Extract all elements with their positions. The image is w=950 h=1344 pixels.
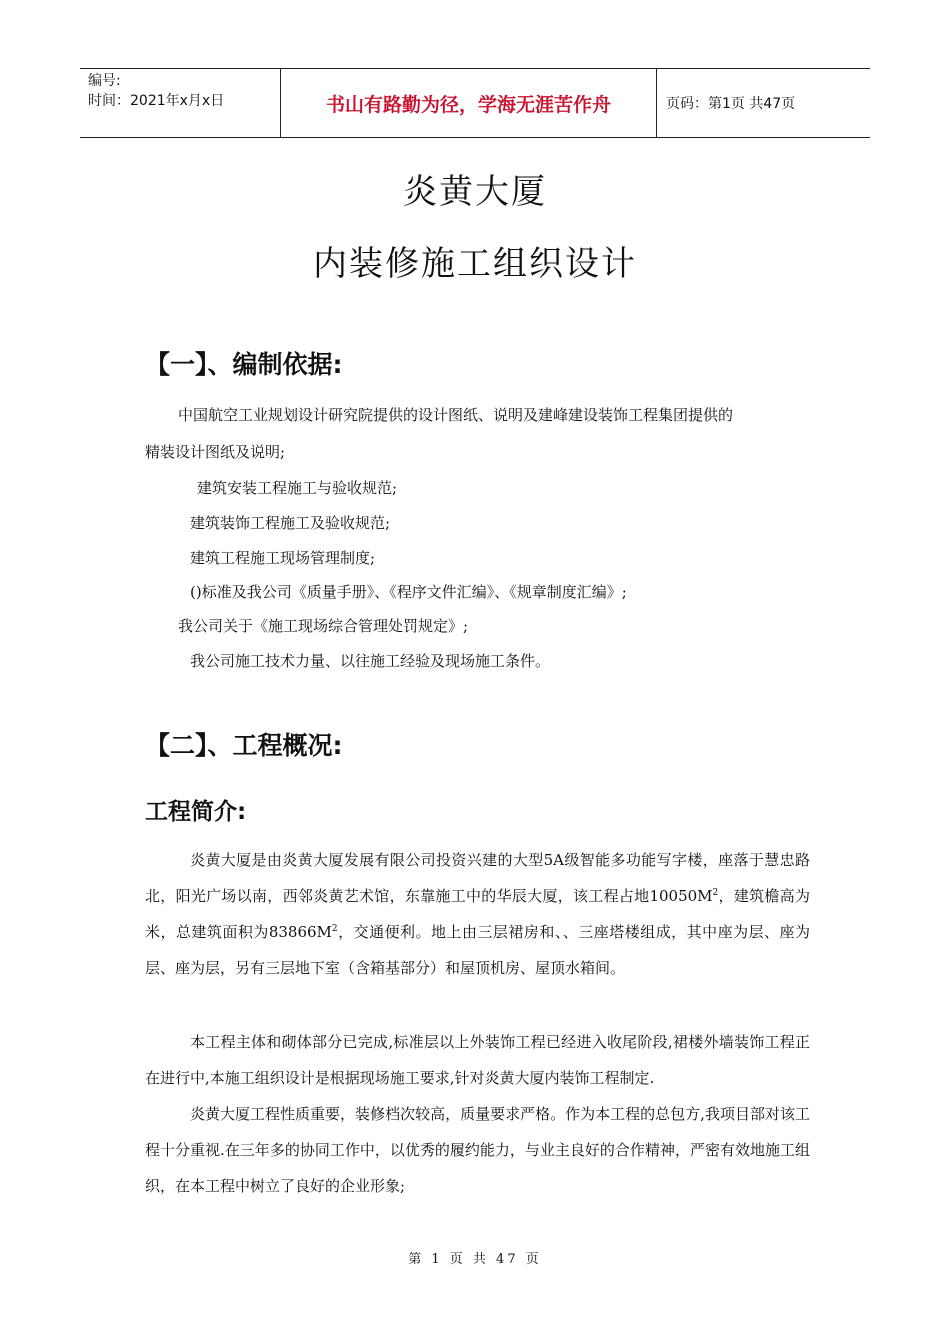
area-unit-superscript: 2 (712, 888, 719, 898)
page-footer: 第 1 页 共 47 页 (408, 1252, 542, 1267)
section1-line: 中国航空工业规划设计研究院提供的设计图纸、说明及建峰建设装饰工程集团提供的 (178, 406, 734, 424)
document-title-line2: 内装修施工组织设计 (313, 244, 637, 284)
document-title-line1: 炎黄大厦 (403, 172, 547, 212)
section1-line: ()标准及我公司《质量手册》、《程序文件汇编》、《规章制度汇编》; (190, 583, 627, 601)
header-motto: 书山有路勤为径，学海无涯苦作舟 (280, 69, 657, 137)
section2-subheading: 工程简介: (145, 799, 247, 825)
document-header (80, 68, 870, 138)
section1-heading: 【一】、编制依据: (145, 350, 343, 379)
header-page-info: 页码：第1页 共47页 (666, 96, 796, 112)
project-intro-paragraph (145, 842, 810, 986)
document-number-label: 编号: (88, 73, 121, 89)
section1-line: 建筑装饰工程施工及验收规范; (190, 514, 391, 532)
section2-heading: 【二】、工程概况: (145, 731, 343, 760)
area-unit-superscript: 2 (331, 924, 338, 934)
section1-line: 建筑工程施工现场管理制度; (190, 549, 376, 567)
section1-line: 我公司施工技术力量、以往施工经验及现场施工条件。 (190, 652, 551, 670)
header-meta-cell (80, 69, 280, 137)
section1-line: 建筑安装工程施工与验收规范; (197, 479, 398, 497)
project-intro-text-3: ，交通便利。地上由三层裙房和、、三座塔楼组成，其中座为层、座为层、座为层，另有三层地下室（含箱基部分）和屋顶机房、屋顶水箱间。 (145, 923, 811, 977)
section1-line: 精装设计图纸及说明; (145, 443, 286, 461)
document-time-label: 时间：2021年x月x日 (88, 93, 225, 109)
project-intro-text-1: 炎黄大厦是由炎黄大厦发展有限公司投资兴建的大型5A级智能多功能写字楼，座落于慧忠路北，阳光广场以南，西邻炎黄艺术馆，东靠施工中的华辰大厦，该工程占地10050M (145, 851, 810, 905)
project-status-paragraph: 本工程主体和砌体部分已完成,标准层以上外装饰工程已经进入收尾阶段,裙楼外墙装饰工程正在进行中,本施工组织设计是根据现场施工要求,针对炎黄大厦内装饰工程制定. (145, 1033, 810, 1087)
project-intro-text-2: ，建筑檐高为米，总建筑面积为83866M (145, 887, 810, 941)
section1-line: 我公司关于《施工现场综合管理处罚规定》; (178, 617, 469, 635)
project-importance-paragraph: 炎黄大厦工程性质重要，装修档次较高，质量要求严格。作为本工程的总包方,我项目部对该工程十分重视.在三年多的协同工作中，以优秀的履约能力，与业主良好的合作精神，严密有效地施工组织，在本工程中树立了良好的企业形象; (145, 1105, 810, 1195)
